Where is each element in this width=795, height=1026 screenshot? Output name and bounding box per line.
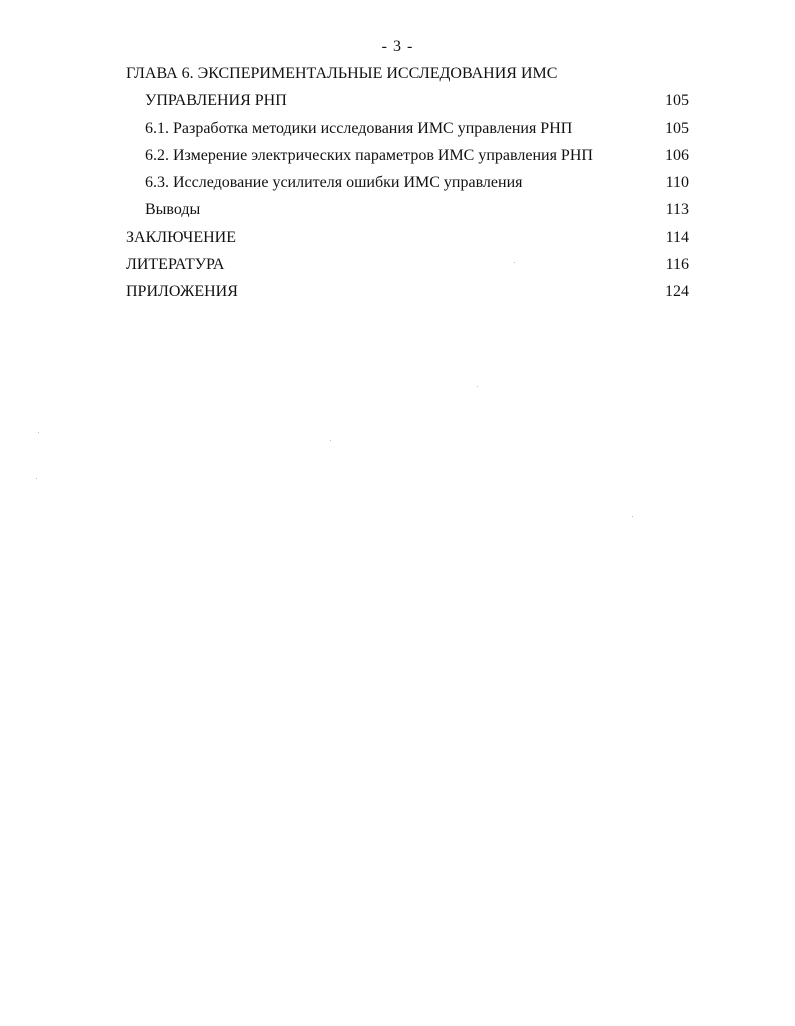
toc-appendices [126, 282, 689, 309]
scan-speck [330, 440, 331, 441]
toc-appendices-title: ПРИЛОЖЕНИЯ [126, 283, 238, 301]
toc-entry-title: Выводы [145, 201, 201, 219]
toc-appendices-page: 124 [665, 283, 689, 301]
toc-entry-title: 6.1. Разработка методики исследования ИМС управления РНП [145, 119, 573, 137]
toc-chapter-6-title-line2: УПРАВЛЕНИЯ РНП [145, 92, 287, 110]
toc-entry-6-2 [126, 146, 689, 173]
toc-conclusion-page: 114 [665, 228, 689, 246]
toc-entry-page: 113 [665, 201, 689, 219]
toc-conclusion [126, 228, 689, 255]
toc-entry-title: 6.3. Исследование усилителя ошибки ИМС управления [145, 174, 523, 192]
toc-entry-title: 6.2. Измерение электрических параметров ИМС управления РНП [145, 146, 593, 164]
scan-speck [36, 478, 37, 479]
scan-speck [632, 516, 633, 517]
page-number: - 3 - [381, 38, 414, 55]
toc-literature [126, 255, 689, 282]
toc-entry-page: 105 [665, 119, 689, 137]
toc-entry-6-1 [126, 119, 689, 146]
toc-conclusion-title: ЗАКЛЮЧЕНИЕ [126, 228, 236, 246]
toc-chapter-6-heading [126, 64, 689, 91]
scan-speck [477, 386, 478, 387]
toc-entry-page: 106 [665, 146, 689, 164]
toc-chapter-6-title-line1: ГЛАВА 6. ЭКСПЕРИМЕНТАЛЬНЫЕ ИССЛЕДОВАНИЯ ИМС [126, 65, 558, 82]
toc-entry-6-3 [126, 173, 689, 200]
toc-literature-title: ЛИТЕРАТУРА [126, 256, 225, 274]
toc-chapter-6-heading-continued [126, 91, 689, 118]
scan-speck [38, 432, 39, 433]
table-of-contents [126, 64, 689, 310]
toc-chapter-6-page: 105 [665, 92, 689, 110]
toc-entry-page: 110 [665, 174, 689, 192]
scan-speck [514, 262, 515, 263]
toc-entry-conclusions [126, 200, 689, 227]
toc-literature-page: 116 [665, 256, 689, 274]
